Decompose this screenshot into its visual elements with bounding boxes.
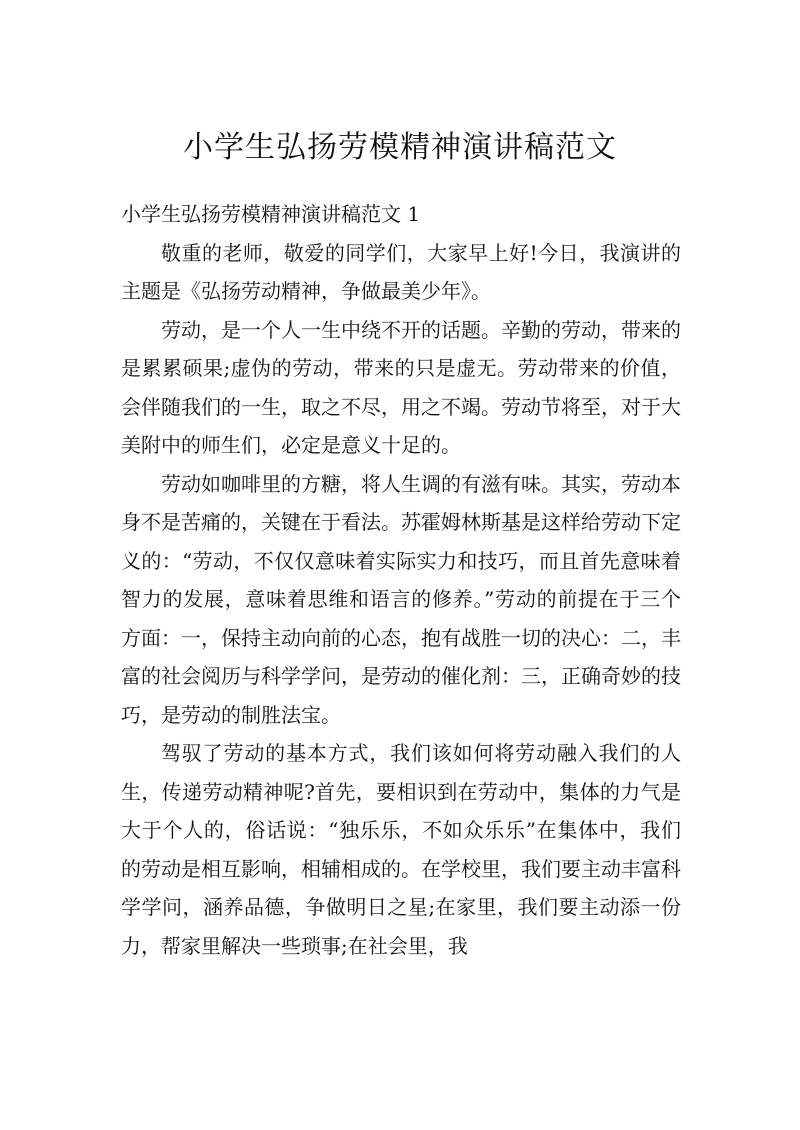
- document-body: [121, 195, 681, 965]
- section-heading: 小学生弘扬劳模精神演讲稿范文 1: [121, 202, 421, 226]
- paragraph-3: 劳动如咖啡里的方糖，将人生调的有滋有味。其实，劳动本身不是苦痛的，关键在于看法。苏霍姆林斯基是这样给劳动下定义的：“劳动，不仅仅意味着实际实力和技巧，而且首先意味着智力的发展，意味着思维和语言的修养。”劳动的前提在于三个方面：一，保持主动向前的心态，抱有战胜一切的决心：二，丰富的社会阅历与科学学问，是劳动的催化剂：三，正确奇妙的技巧，是劳动的制胜法宝。: [121, 471, 681, 727]
- document-title: 小学生弘扬劳模精神演讲稿范文: [183, 130, 617, 165]
- paragraph-4: 驾驭了劳动的基本方式，我们该如何将劳动融入我们的人生，传递劳动精神呢?首先，要相识到在劳动中，集体的力气是大于个人的，俗话说：“独乐乐，不如众乐乐”在集体中，我们的劳动是相互影响，相辅相成的。在学校里，我们要主动丰富科学学问，涵养品德，争做明日之星;在家里，我们要主动添一份力，帮家里解决一些琐事;在社会里，我: [121, 741, 681, 958]
- paragraph-2: 劳动，是一个人一生中绕不开的话题。辛勤的劳动，带来的是累累硕果;虚伪的劳动，带来的只是虚无。劳动带来的价值，会伴随我们的一生，取之不尽，用之不竭。劳动节将至，对于大美附中的师生们，必定是意义十足的。: [121, 317, 681, 457]
- paragraph-1: 敬重的老师，敬爱的同学们，大家早上好!今日，我演讲的主题是《弘扬劳动精神，争做最美少年》。: [121, 240, 681, 303]
